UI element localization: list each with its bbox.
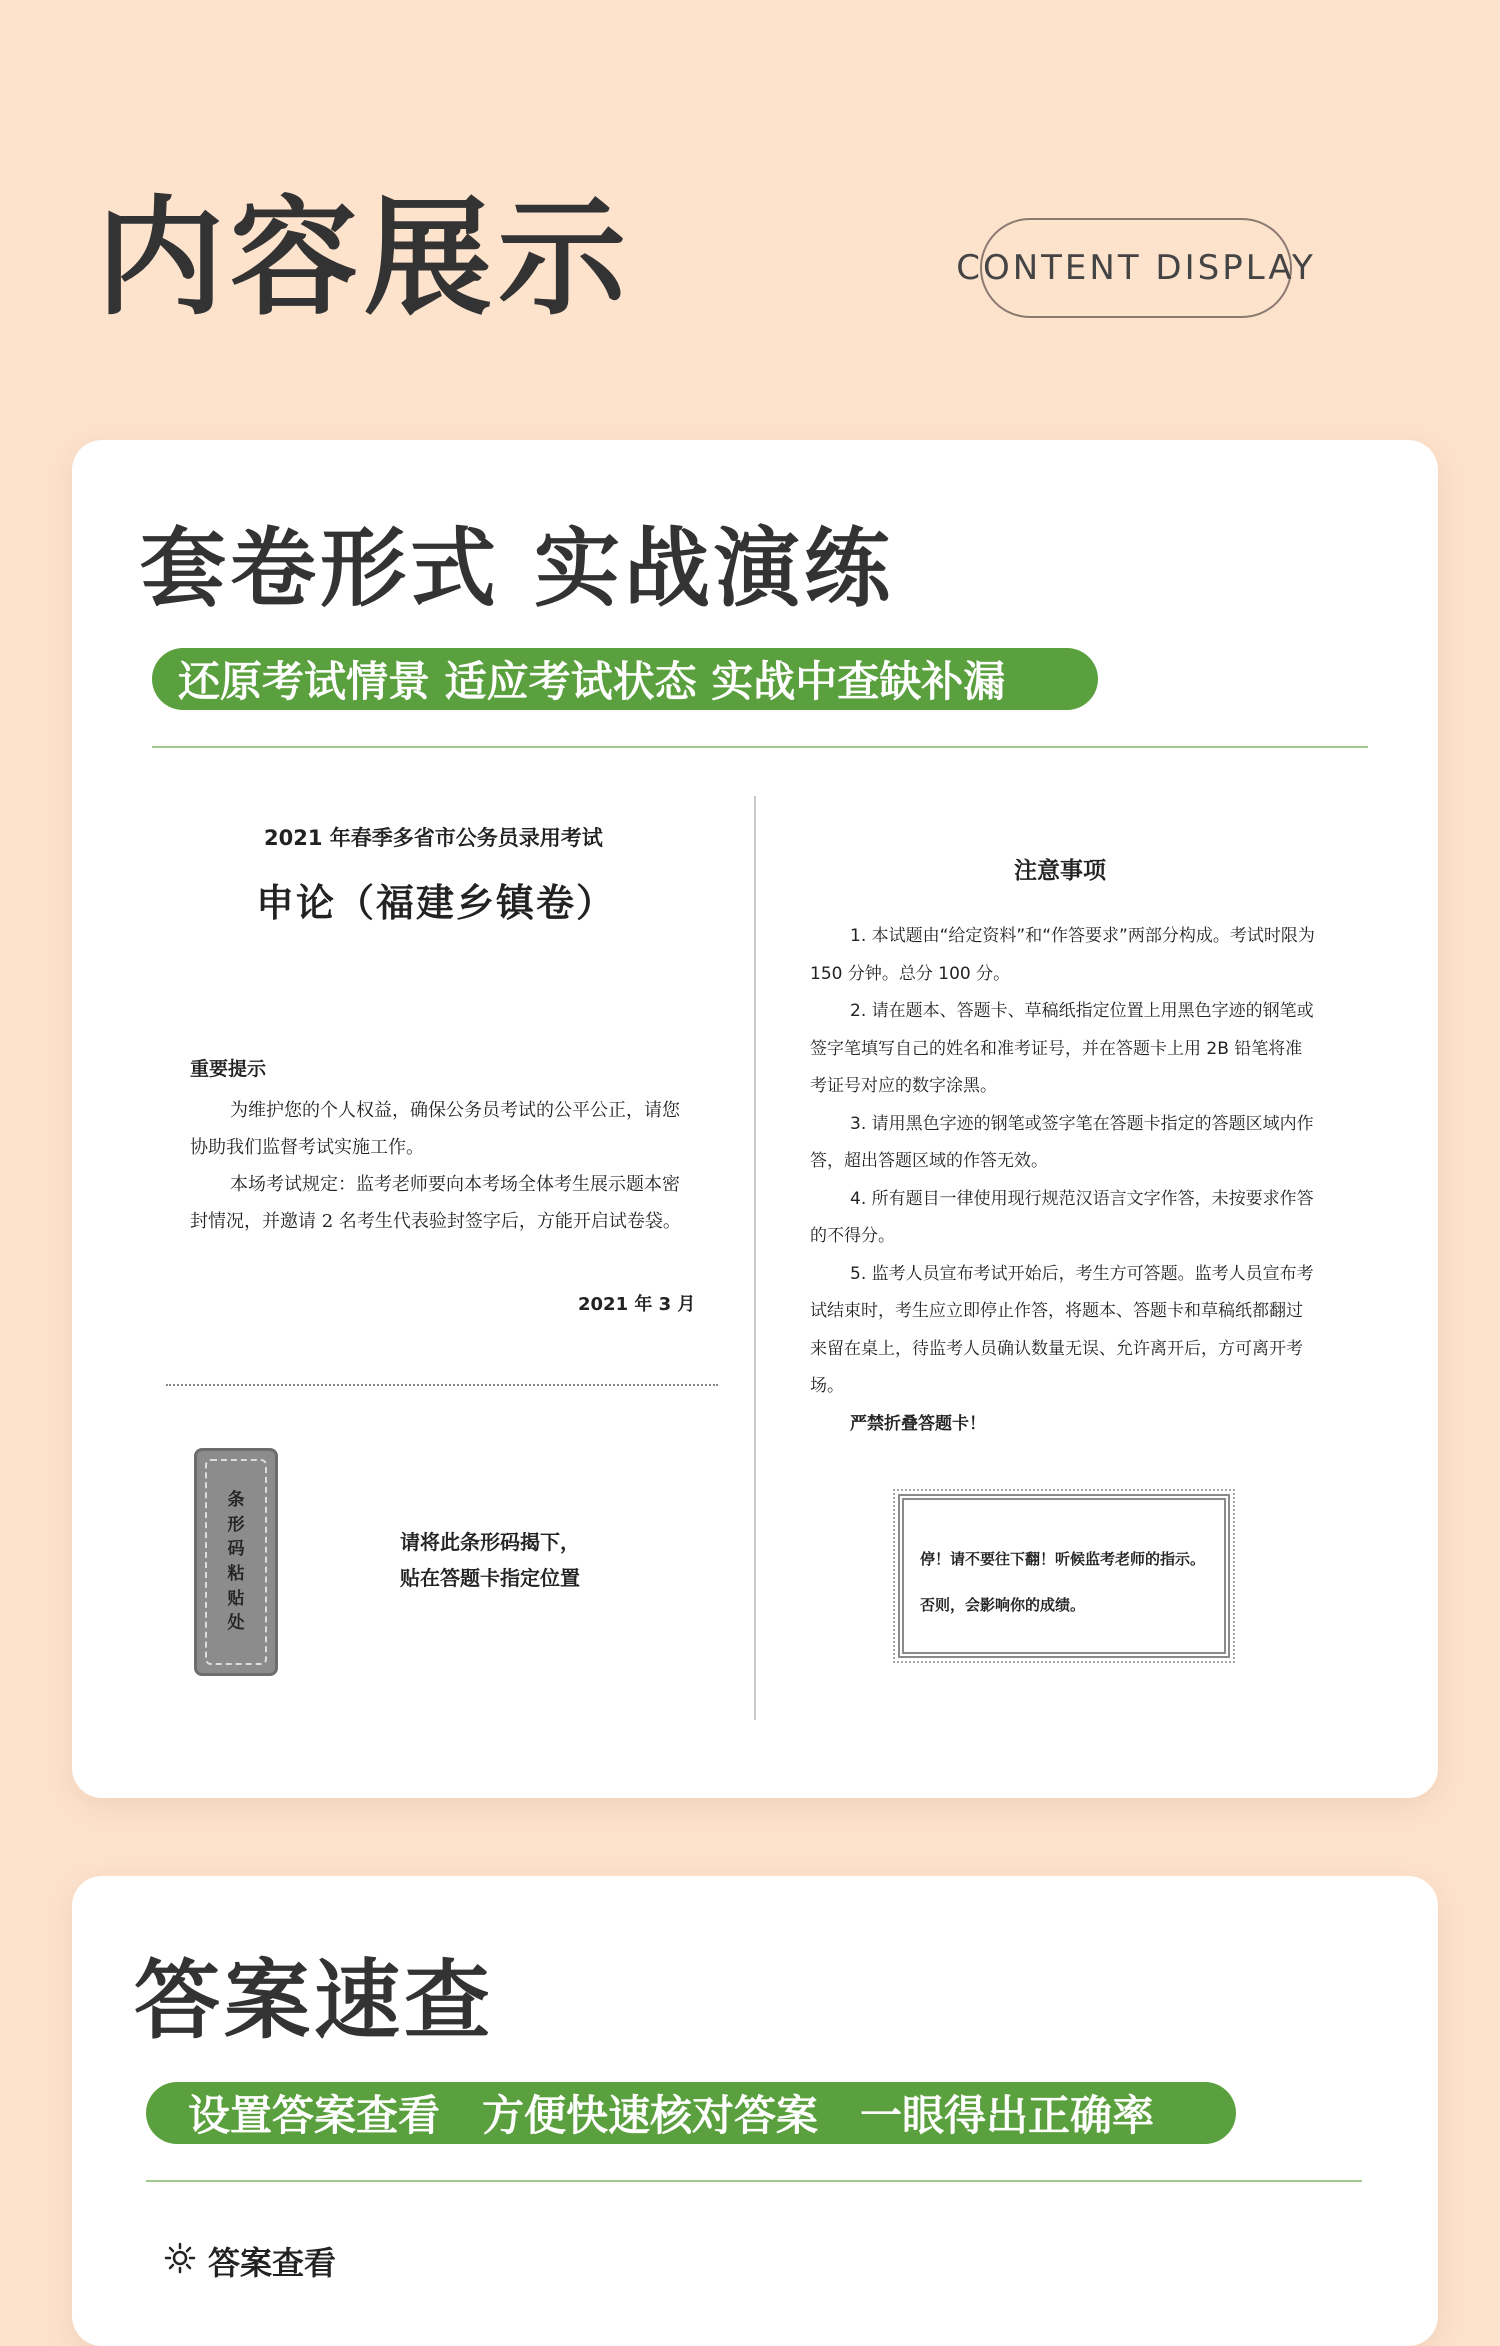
sun-icon xyxy=(164,2242,196,2278)
barcode-char: 形 xyxy=(227,1514,245,1535)
note-item: 1. 本试题由“给定资料”和“作答要求”两部分构成。考试时限为 150 分钟。总分 100 分。 xyxy=(810,926,1315,984)
section1-banner: 还原考试情景 适应考试状态 实战中查缺补漏 xyxy=(152,648,1098,710)
exam-date: 2021 年 3 月 xyxy=(578,1294,696,1315)
barcode-instruction-2: 贴在答题卡指定位置 xyxy=(400,1566,580,1590)
section1-divider xyxy=(152,746,1368,748)
dotted-cut-line xyxy=(166,1384,718,1386)
notes-list xyxy=(810,918,1318,1443)
section2-divider xyxy=(146,2180,1362,2182)
stop-notice-line-1: 停！请不要往下翻！听候监考老师的指示。 xyxy=(920,1550,1206,1568)
section1-title: 套卷形式 实战演练 xyxy=(140,519,894,619)
note-item: 4. 所有题目一律使用现行规范汉语言文字作答，未按要求作答的不得分。 xyxy=(810,1188,1314,1246)
barcode-char: 码 xyxy=(227,1539,245,1560)
answer-view-heading: 答案查看 xyxy=(208,2244,337,2282)
stop-notice-box xyxy=(898,1494,1230,1658)
content-display-label: CONTENT DISPLAY xyxy=(956,248,1316,288)
notes-heading: 注意事项 xyxy=(1014,858,1106,884)
section2-banner: 设置答案查看 方便快速核对答案 一眼得出正确率 xyxy=(146,2082,1236,2144)
section2-title: 答案速查 xyxy=(134,1951,494,2051)
note-warning: 严禁折叠答题卡！ xyxy=(850,1413,986,1434)
barcode-instruction-1: 请将此条形码揭下， xyxy=(400,1530,580,1554)
barcode-char: 处 xyxy=(227,1613,245,1634)
content-display-badge xyxy=(956,218,1316,318)
barcode-char: 条 xyxy=(227,1489,245,1510)
notice-heading: 重要提示 xyxy=(190,1058,267,1080)
barcode-char: 粘 xyxy=(227,1564,245,1584)
page-title: 内容展示 xyxy=(96,184,633,333)
note-item: 2. 请在题本、答题卡、草稿纸指定位置上用黑色字迹的钢笔或签字笔填写自己的姓名和准考证号，并在答题卡上用 2B 铅笔将准考证号对应的数字涂黑。 xyxy=(810,1001,1314,1096)
note-item: 5. 监考人员宣布考试开始后，考生方可答题。监考人员宣布考试结束时，考生应立即停止作答，将题本、答题卡和草稿纸都翻过来留在桌上，待监考人员确认数量无误、允许离开后，方可离开考场。 xyxy=(810,1263,1314,1396)
paper-title: 申论（福建乡镇卷） xyxy=(256,880,617,925)
barcode-sticker-area xyxy=(194,1448,278,1676)
exam-name: 2021 年春季多省市公务员录用考试 xyxy=(264,826,603,850)
barcode-char: 贴 xyxy=(227,1588,245,1609)
page-divider xyxy=(754,796,756,1720)
stop-notice-line-2: 否则，会影响你的成绩。 xyxy=(920,1596,1086,1614)
note-item: 3. 请用黑色字迹的钢笔或签字笔在答题卡指定的答题区域内作答，超出答题区域的作答无效。 xyxy=(810,1113,1314,1171)
notice-paragraph-1: 为维护您的个人权益，确保公务员考试的公平公正，请您协助我们监督考试实施工作。 xyxy=(190,1100,680,1158)
notice-paragraph-2: 本场考试规定：监考老师要向本考场全体考生展示题本密封情况，并邀请 2 名考生代表验封签字后，方能开启试卷袋。 xyxy=(190,1174,681,1232)
